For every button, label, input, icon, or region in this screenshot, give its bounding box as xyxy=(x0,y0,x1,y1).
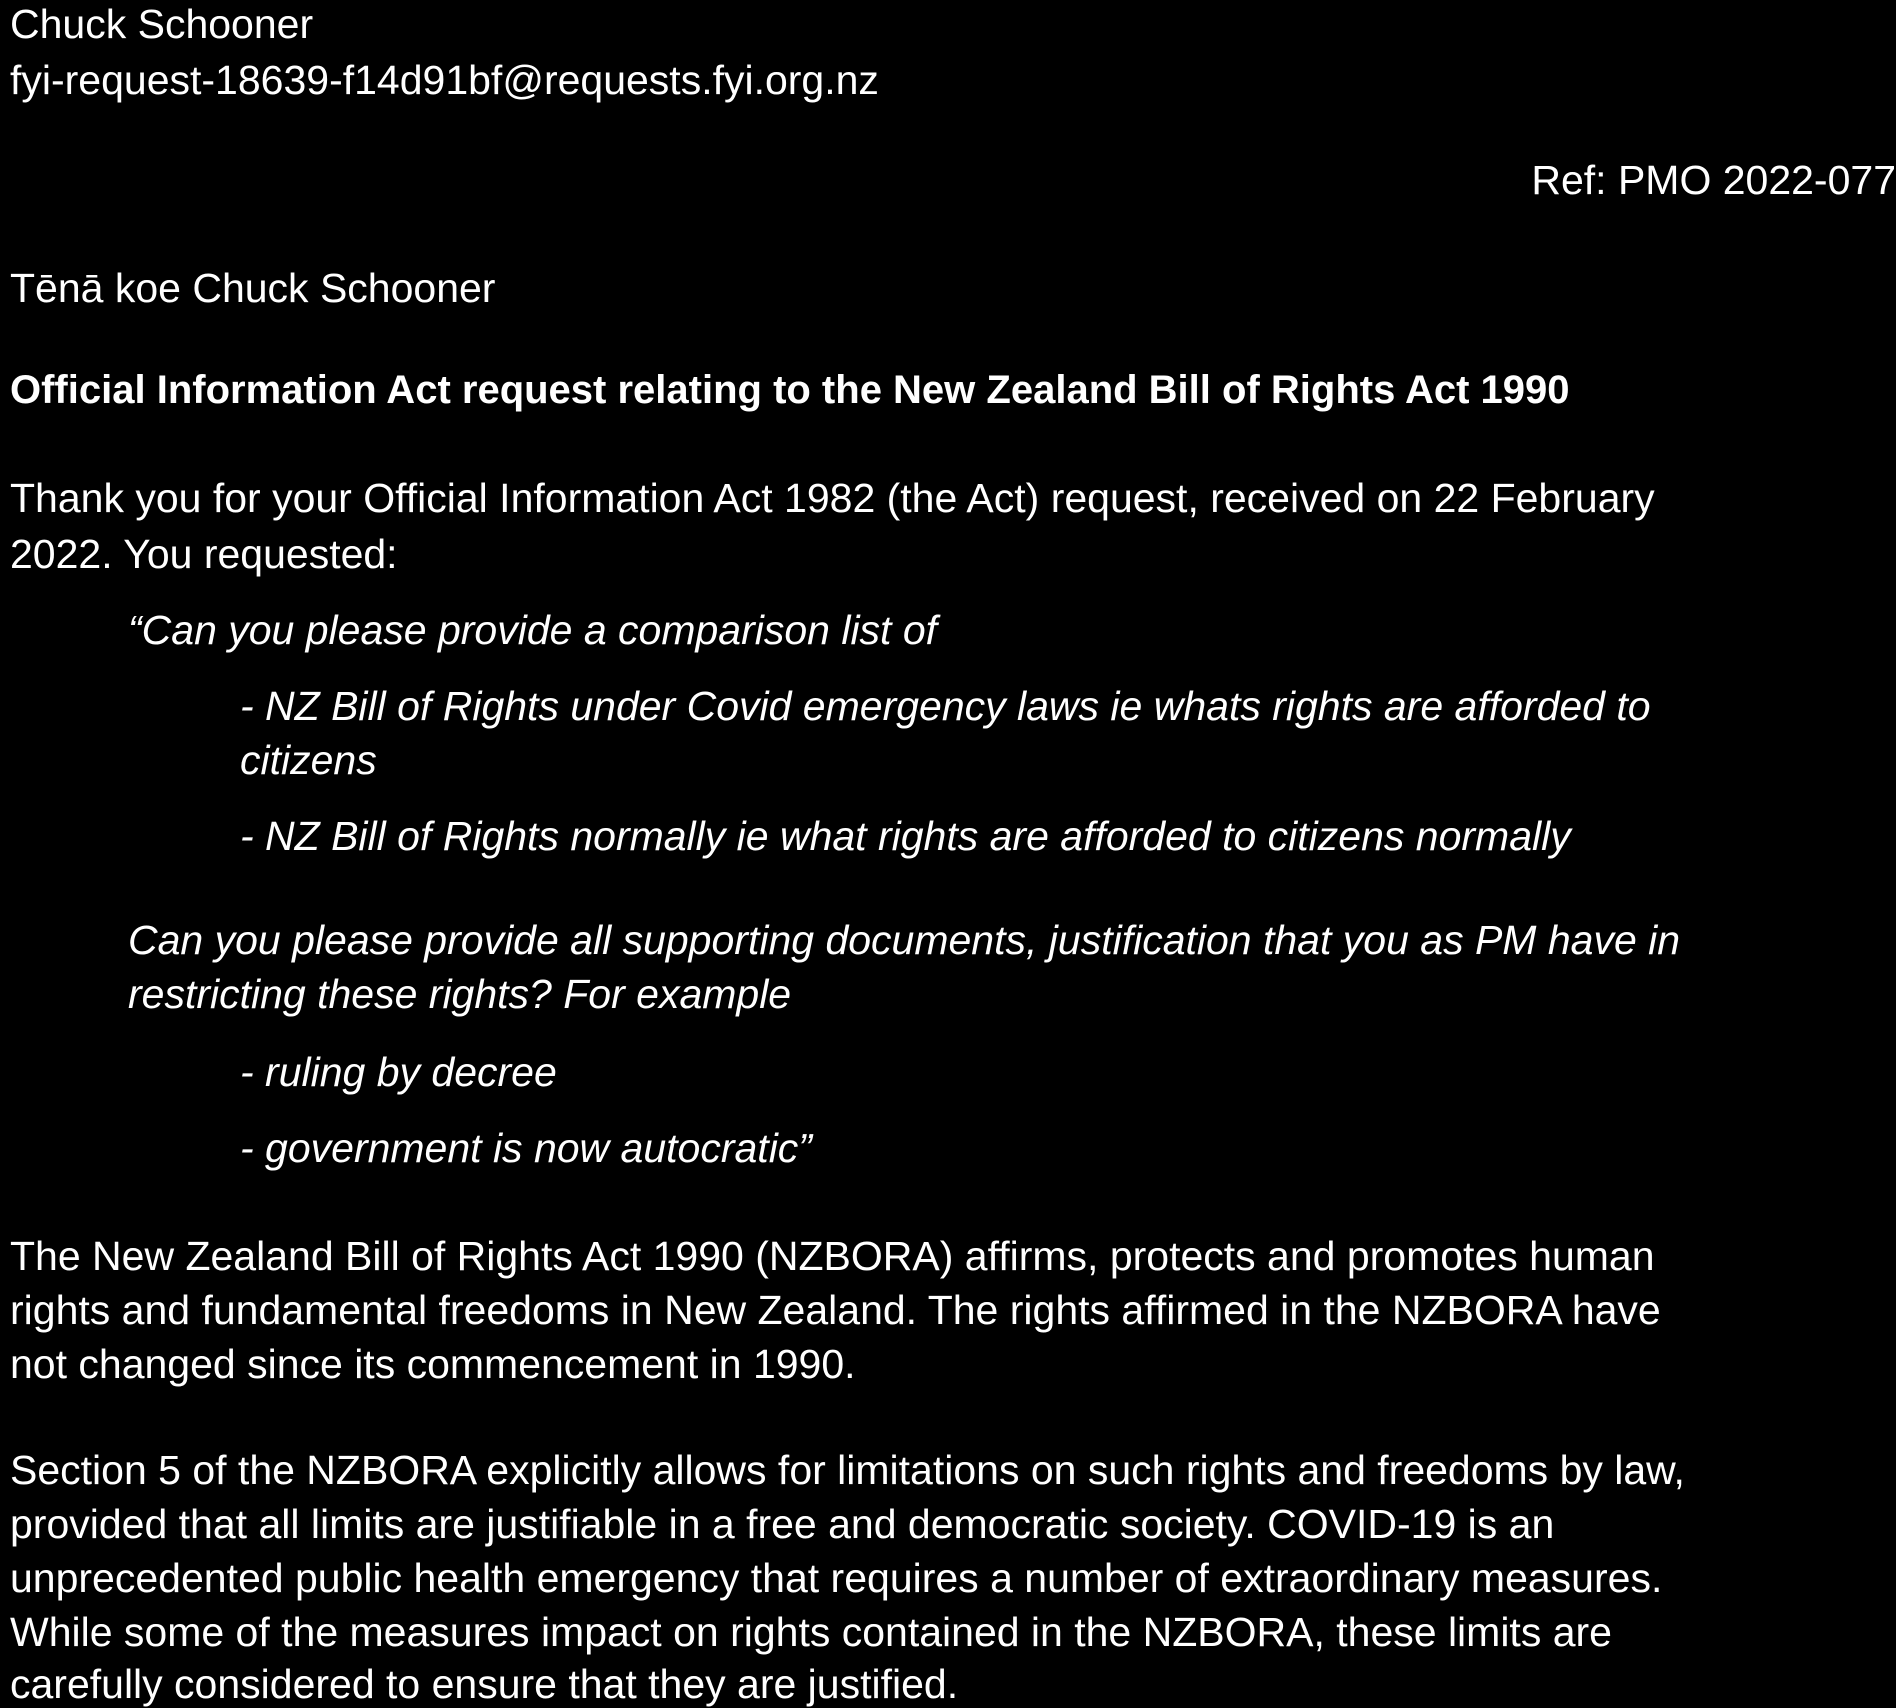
para1-line-2: rights and fundamental freedoms in New Zealand. The rights affirmed in the NZBORA have xyxy=(10,1287,1661,1333)
recipient-email: fyi-request-18639-f14d91bf@requests.fyi.org.nz xyxy=(10,57,879,103)
para2-line-3: unprecedented public health emergency that requires a number of extraordinary measures. xyxy=(10,1555,1663,1601)
para2-line-1: Section 5 of the NZBORA explicitly allows for limitations on such rights and freedoms by law, xyxy=(10,1447,1685,1493)
quote-bullet-4: - government is now autocratic” xyxy=(240,1125,812,1171)
letter-subject: Official Information Act request relating to the New Zealand Bill of Rights Act 1990 xyxy=(10,368,1570,412)
intro-line-1: Thank you for your Official Information Act 1982 (the Act) request, received on 22 February xyxy=(10,475,1655,521)
para1-line-3: not changed since its commencement in 1990. xyxy=(10,1341,856,1387)
quote-question-1: “Can you please provide a comparison list of xyxy=(128,607,938,653)
quote-bullet-3: - ruling by decree xyxy=(240,1049,557,1095)
quote-bullet-2: - NZ Bill of Rights normally ie what rights are afforded to citizens normally xyxy=(240,813,1571,859)
salutation: Tēnā koe Chuck Schooner xyxy=(10,265,496,311)
reference-number: Ref: PMO 2022-077 xyxy=(1531,157,1896,203)
para1-line-1: The New Zealand Bill of Rights Act 1990 (NZBORA) affirms, protects and promotes human xyxy=(10,1233,1655,1279)
quote-question-2-line-1: Can you please provide all supporting documents, justification that you as PM have in xyxy=(128,917,1681,963)
para2-line-5: carefully considered to ensure that they are justified. xyxy=(10,1661,959,1707)
quote-bullet-1-line-2: citizens xyxy=(240,737,377,783)
para2-line-2: provided that all limits are justifiable in a free and democratic society. COVID-19 is an xyxy=(10,1501,1555,1547)
quote-bullet-1-line-1: - NZ Bill of Rights under Covid emergency laws ie whats rights are afforded to xyxy=(240,683,1651,729)
para2-line-4: While some of the measures impact on rights contained in the NZBORA, these limits are xyxy=(10,1609,1612,1655)
quote-question-2-line-2: restricting these rights? For example xyxy=(128,971,792,1017)
intro-line-2: 2022. You requested: xyxy=(10,531,398,577)
recipient-name: Chuck Schooner xyxy=(10,1,314,47)
